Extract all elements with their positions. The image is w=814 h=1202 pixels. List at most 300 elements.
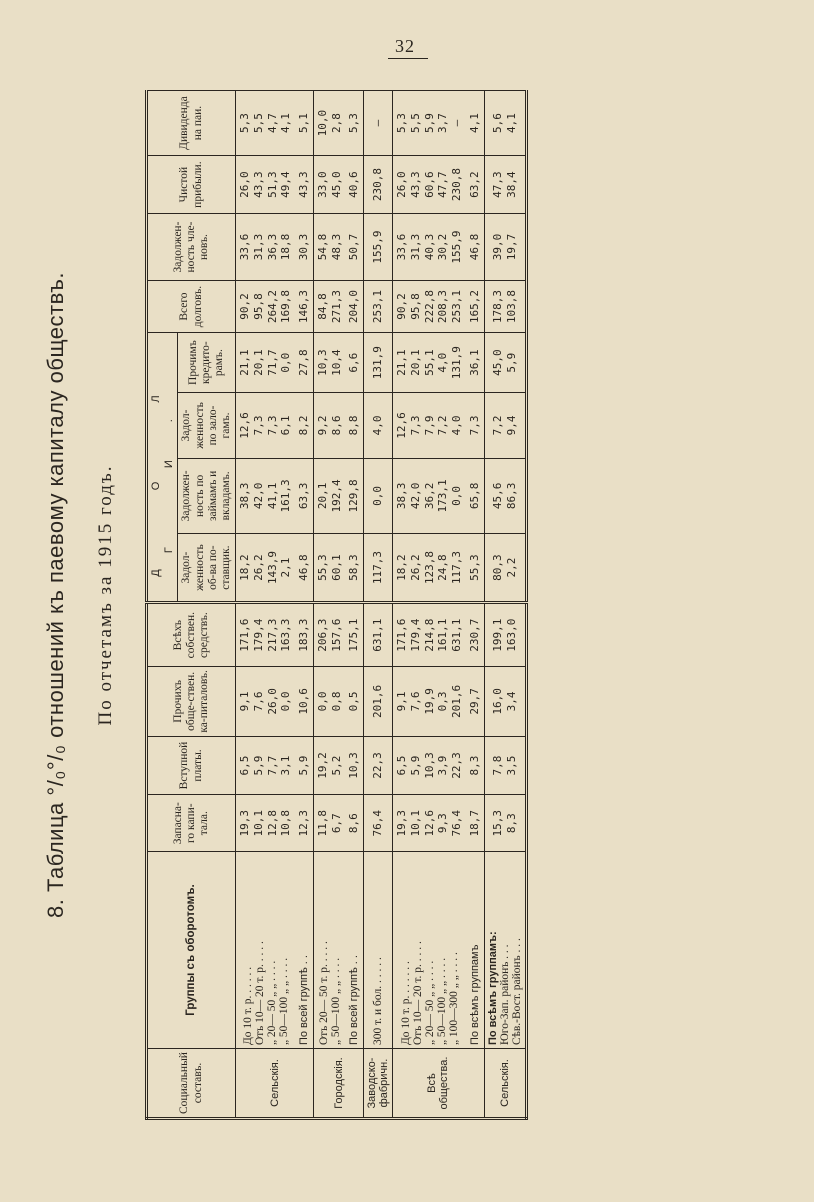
value: 161,1 (436, 618, 450, 652)
value-cell (236, 214, 296, 281)
value-cell (313, 214, 345, 281)
value-cell (236, 156, 296, 214)
section-total-row (295, 91, 313, 1119)
total-value: 8,8 (345, 393, 363, 458)
total-value: 204,0 (345, 281, 363, 333)
total-value: 10,6 (295, 667, 313, 736)
value: 6,5 (238, 755, 252, 776)
value-cell (484, 156, 526, 214)
value: 12,6 (422, 809, 436, 837)
value-cell (313, 667, 345, 736)
value-cell (364, 534, 393, 603)
value: 192,4 (329, 479, 343, 513)
value: 9,1 (395, 691, 409, 712)
value: 3,1 (279, 755, 293, 776)
value: 131,9 (450, 346, 464, 380)
value: 38,4 (504, 171, 518, 198)
value: 11,8 (315, 809, 329, 837)
value: 230,8 (371, 168, 385, 202)
value: 0,8 (329, 691, 343, 712)
value-cell (236, 333, 296, 393)
value: 36,3 (265, 233, 279, 261)
value: 2,1 (279, 557, 293, 578)
section-total-row (466, 91, 484, 1119)
value: 169,8 (279, 289, 293, 324)
value: 2,2 (504, 557, 518, 578)
value: 117,3 (450, 551, 464, 585)
value: 6,5 (395, 755, 409, 776)
value: 19,2 (315, 752, 329, 779)
value-cell (393, 156, 466, 214)
value: 9,2 (315, 415, 329, 436)
value: 48,3 (329, 233, 343, 261)
value: 15,3 (490, 809, 504, 837)
value: 43,3 (408, 171, 422, 198)
group-name: „ 20— 50 „ „ . . . . (265, 960, 278, 1046)
value: 54,8 (315, 233, 329, 261)
section-row (313, 91, 345, 1119)
header-loans: Задолжен-ность по займамъ и вкладамъ. (178, 458, 236, 533)
value: 38,3 (238, 482, 252, 510)
value: 49,4 (279, 171, 293, 198)
value: 47,3 (490, 171, 504, 198)
value: 26,0 (238, 171, 252, 198)
value: 161,3 (279, 479, 293, 513)
total-value: 8,3 (466, 736, 484, 795)
value-cell (313, 281, 345, 333)
total-value: 8,2 (295, 393, 313, 458)
value: 55,3 (315, 554, 329, 581)
value: 179,4 (408, 618, 422, 652)
value: 7,9 (422, 415, 436, 436)
value: 31,3 (251, 233, 265, 261)
value: 7,6 (408, 691, 422, 712)
value-cell (313, 156, 345, 214)
value: 16,0 (490, 688, 504, 715)
value: 271,3 (329, 289, 343, 324)
total-value: 7,3 (466, 393, 484, 458)
value-cell (313, 393, 345, 458)
total-value: 6,6 (345, 333, 363, 393)
value: 10,1 (251, 809, 265, 837)
value: 4,1 (504, 113, 518, 134)
total-value: 230,7 (466, 603, 484, 667)
group-names (313, 852, 345, 1049)
value: 178,3 (490, 289, 504, 324)
value: 253,1 (371, 289, 385, 324)
total-value: 27,8 (295, 333, 313, 393)
value: 43,3 (251, 171, 265, 198)
value: 7,3 (251, 415, 265, 436)
value: 4,0 (450, 415, 464, 436)
total-value: 5,3 (345, 91, 363, 156)
group-name: „ 50—100 „ „ . . . . (435, 957, 448, 1046)
value: 12,6 (395, 412, 409, 439)
header-social: Социальный составъ. (147, 1049, 236, 1119)
value: 0,0 (371, 485, 385, 506)
section-row (364, 91, 393, 1119)
value-cell (393, 393, 466, 458)
section-total-row (345, 91, 363, 1119)
value: 155,9 (371, 230, 385, 264)
value: 26,0 (395, 171, 409, 198)
value: 131,9 (371, 346, 385, 380)
total-value: 175,1 (345, 603, 363, 667)
total-value: 65,8 (466, 458, 484, 533)
value-cell (236, 667, 296, 736)
value-cell (484, 736, 526, 795)
value: 55,1 (422, 349, 436, 376)
value-cell (484, 534, 526, 603)
value: 631,1 (450, 618, 464, 652)
group-name: 300 т. и бол. . . . . . (372, 957, 385, 1046)
value: 51,3 (265, 171, 279, 198)
value: 208,3 (436, 289, 450, 324)
value: 0,0 (450, 485, 464, 506)
value: 5,5 (408, 113, 422, 134)
total-value: 129,8 (345, 458, 363, 533)
value: 33,6 (238, 233, 252, 261)
value: 21,1 (238, 349, 252, 376)
value: 5,9 (422, 113, 436, 134)
value: 163,0 (504, 618, 518, 652)
value: 8,3 (504, 813, 518, 834)
total-value: 46,8 (466, 214, 484, 281)
group-name: Отъ 10— 20 т. р. . . . . (253, 941, 266, 1046)
value: 10,4 (329, 349, 343, 376)
value-cell (236, 795, 296, 852)
value-cell (364, 736, 393, 795)
value-cell (393, 458, 466, 533)
value: 253,1 (450, 289, 464, 324)
value: 9,3 (436, 813, 450, 834)
value: 123,8 (422, 551, 436, 585)
value: 18,8 (279, 233, 293, 261)
header-suppliers: Задол-женность об-ва по-ставщик. (178, 534, 236, 603)
value: 0,0 (315, 691, 329, 712)
value: 155,9 (450, 230, 464, 264)
value: 19,7 (504, 233, 518, 261)
data-table (145, 90, 528, 1120)
value: 3,5 (504, 755, 518, 776)
value: 5,5 (251, 113, 265, 134)
value: 76,4 (450, 809, 464, 837)
value: 60,6 (422, 171, 436, 198)
group-name: Юго-Зап. районъ . . . (498, 944, 511, 1046)
value-cell (236, 393, 296, 458)
value: 26,2 (251, 554, 265, 581)
value: 3,7 (436, 113, 450, 134)
total-value: 5,1 (295, 91, 313, 156)
value-cell (364, 91, 393, 156)
value: 7,2 (436, 415, 450, 436)
value: 45,0 (490, 349, 504, 376)
value: 95,8 (251, 293, 265, 320)
total-value: 55,3 (466, 534, 484, 603)
value: 10,3 (422, 752, 436, 779)
group-name: Отъ 20— 50 т. р. . . . . (317, 941, 330, 1046)
value: 22,3 (371, 752, 385, 779)
total-value: 29,7 (466, 667, 484, 736)
total-value: 63,2 (466, 156, 484, 214)
value: 10,1 (408, 809, 422, 837)
value-cell (393, 534, 466, 603)
value: 173,1 (436, 479, 450, 513)
value: 3,9 (436, 755, 450, 776)
value: 95,8 (408, 293, 422, 320)
header-profit: Чистой прибыли. (147, 156, 236, 214)
value-cell (484, 91, 526, 156)
group-name: „ 20— 50 „ „ . . . . (423, 960, 436, 1046)
value: 5,2 (329, 755, 343, 776)
value: 33,6 (395, 233, 409, 261)
value: 2,8 (329, 113, 343, 134)
value-cell (364, 214, 393, 281)
value: 5,3 (395, 113, 409, 134)
total-value: 46,8 (295, 534, 313, 603)
value: 264,2 (265, 289, 279, 324)
value: 8,6 (329, 415, 343, 436)
value-cell (236, 91, 296, 156)
value: 20,1 (315, 482, 329, 510)
value: 7,2 (490, 415, 504, 436)
section-label: Всѣ общества. (393, 1049, 485, 1119)
table-body (236, 91, 527, 1119)
value: 20,1 (408, 349, 422, 376)
value-cell (364, 603, 393, 667)
value: 7,8 (490, 755, 504, 776)
value-cell (484, 214, 526, 281)
value-cell (393, 281, 466, 333)
value-cell (313, 736, 345, 795)
value-cell (393, 736, 466, 795)
value: 12,8 (265, 809, 279, 837)
value-cell (484, 458, 526, 533)
value: 84,8 (315, 293, 329, 320)
header-other-creditors: Прочимъ кредито-рамъ. (178, 333, 236, 393)
value: — (371, 119, 385, 127)
value-cell (484, 393, 526, 458)
section-label: Городскія. (313, 1049, 363, 1119)
total-value: 183,3 (295, 603, 313, 667)
value-cell (364, 667, 393, 736)
group-name: До 10 т. р. . . . . . (241, 966, 254, 1046)
header-pledge: Задол-женность по зало-гамъ. (178, 393, 236, 458)
value-cell (236, 736, 296, 795)
value: 4,7 (265, 113, 279, 134)
total-value: 36,1 (466, 333, 484, 393)
value-cell (313, 795, 345, 852)
value-cell (484, 667, 526, 736)
value: 41,1 (265, 482, 279, 510)
value-cell (393, 214, 466, 281)
value-cell (484, 603, 526, 667)
total-value: 58,3 (345, 534, 363, 603)
value: 5,6 (490, 113, 504, 134)
value: 163,3 (279, 618, 293, 652)
total-value: 4,1 (466, 91, 484, 156)
value: 143,9 (265, 551, 279, 585)
value-cell (236, 458, 296, 533)
value: 7,3 (265, 415, 279, 436)
section-label: Сельскія. (484, 1049, 526, 1119)
value: 5,3 (238, 113, 252, 134)
group-names (393, 852, 466, 1049)
total-value: 40,6 (345, 156, 363, 214)
value: 38,3 (395, 482, 409, 510)
value-cell (313, 458, 345, 533)
value: 33,0 (315, 171, 329, 198)
total-value: 12,3 (295, 795, 313, 852)
value: 42,0 (251, 482, 265, 510)
section-total-label: По всѣмъ группамъ (466, 852, 484, 1049)
value: 230,8 (450, 168, 464, 202)
total-value: 8,6 (345, 795, 363, 852)
value: 19,3 (238, 809, 252, 837)
value: 4,1 (279, 113, 293, 134)
value: 206,3 (315, 618, 329, 652)
total-value: 63,3 (295, 458, 313, 533)
value: 90,2 (395, 293, 409, 320)
table-title: 8. Таблица °/₀°/₀ отношений къ паевому капиталу обществъ. (43, 272, 68, 918)
group-heading: По всѣмъ группамъ: (486, 931, 499, 1046)
value: 214,8 (422, 618, 436, 652)
value: 18,2 (395, 554, 409, 581)
group-name: „ 50—100 „ „ . . . . (329, 957, 342, 1046)
value: 19,3 (395, 809, 409, 837)
header-other-own: Прочихъ обще-ствен. ка-питаловъ. (147, 667, 236, 736)
value: 201,6 (450, 684, 464, 718)
total-value: 10,3 (345, 736, 363, 795)
value: 80,3 (490, 554, 504, 581)
value: 201,6 (371, 684, 385, 718)
value: 6,1 (279, 415, 293, 436)
value: 21,1 (395, 349, 409, 376)
total-value: 43,3 (295, 156, 313, 214)
section-row (393, 91, 466, 1119)
value-cell (393, 667, 466, 736)
value: 24,8 (436, 554, 450, 581)
group-names (484, 852, 526, 1049)
total-value: 18,7 (466, 795, 484, 852)
value: 10,0 (315, 109, 329, 137)
total-value: 50,7 (345, 214, 363, 281)
total-value: 5,9 (295, 736, 313, 795)
value: 9,4 (504, 415, 518, 436)
value-cell (364, 281, 393, 333)
value: 19,9 (422, 688, 436, 715)
value-cell (484, 333, 526, 393)
group-names (236, 852, 296, 1049)
value: 71,7 (265, 349, 279, 376)
value: 171,6 (395, 618, 409, 652)
value-cell (484, 795, 526, 852)
section-row (236, 91, 296, 1119)
header-total-debts: Всего долговъ. (147, 281, 236, 333)
value-cell (313, 534, 345, 603)
value-cell (236, 534, 296, 603)
group-names (364, 852, 393, 1049)
value: 42,0 (408, 482, 422, 510)
value: 117,3 (371, 551, 385, 585)
header-debts: Д О Л Г И. (147, 333, 178, 603)
header-all-own: Всѣхъ собствен. средствъ. (147, 603, 236, 667)
value: 20,1 (251, 349, 265, 376)
value: 60,1 (329, 554, 343, 581)
value: 31,3 (408, 233, 422, 261)
value: 40,3 (422, 233, 436, 261)
value: 157,6 (329, 618, 343, 652)
value: 5,9 (251, 755, 265, 776)
value: 36,2 (422, 482, 436, 510)
value: 6,7 (329, 813, 343, 834)
header-entry: Вступной платы. (147, 736, 236, 795)
value: 0,3 (436, 691, 450, 712)
value: 45,6 (490, 482, 504, 510)
header-dividend: Дивиденда на паи. (147, 91, 236, 156)
value: 631,1 (371, 618, 385, 652)
value: 76,4 (371, 809, 385, 837)
rotated-table-page (35, 40, 765, 1150)
total-value: 165,2 (466, 281, 484, 333)
value: 7,3 (408, 415, 422, 436)
group-name: „ 100—300 „ „ . . . . (447, 952, 460, 1046)
section-total-label: По всей группѣ . . (295, 852, 313, 1049)
value-cell (236, 603, 296, 667)
value: 30,2 (436, 233, 450, 261)
value-cell (484, 281, 526, 333)
value: 0,0 (279, 352, 293, 373)
value: 7,6 (251, 691, 265, 712)
value: 179,4 (251, 618, 265, 652)
value: 9,1 (238, 691, 252, 712)
table-subtitle: По отчетамъ за 1915 годъ. (95, 464, 116, 726)
value: 18,2 (238, 554, 252, 581)
value-cell (236, 281, 296, 333)
group-name: Сѣв.-Вост. районъ . . . (510, 938, 523, 1046)
group-name: Отъ 10— 20 т. р. . . . . (411, 941, 424, 1046)
section-total-label: По всей группѣ . . (345, 852, 363, 1049)
value: 217,3 (265, 618, 279, 652)
value: 90,2 (238, 293, 252, 320)
section-label: Заводско-фабричн. (364, 1049, 393, 1119)
value: 26,0 (265, 688, 279, 715)
value-cell (364, 156, 393, 214)
value: 5,9 (408, 755, 422, 776)
total-value: 0,5 (345, 667, 363, 736)
value: 4,0 (436, 352, 450, 373)
value: 199,1 (490, 618, 504, 652)
section-label: Сельскія. (236, 1049, 314, 1119)
value: 0,0 (279, 691, 293, 712)
value: 222,8 (422, 289, 436, 324)
value-cell (313, 333, 345, 393)
value-cell (364, 393, 393, 458)
value: 5,9 (504, 352, 518, 373)
value: 10,3 (315, 349, 329, 376)
value: 103,8 (504, 289, 518, 324)
value: 12,6 (238, 412, 252, 439)
group-name: „ 50—100 „ „ . . . . (277, 957, 290, 1046)
section-row (484, 91, 526, 1119)
value: 3,4 (504, 691, 518, 712)
value: 10,8 (279, 809, 293, 837)
value-cell (393, 603, 466, 667)
value: 7,7 (265, 755, 279, 776)
value: 86,3 (504, 482, 518, 510)
value-cell (313, 91, 345, 156)
value-cell (393, 333, 466, 393)
